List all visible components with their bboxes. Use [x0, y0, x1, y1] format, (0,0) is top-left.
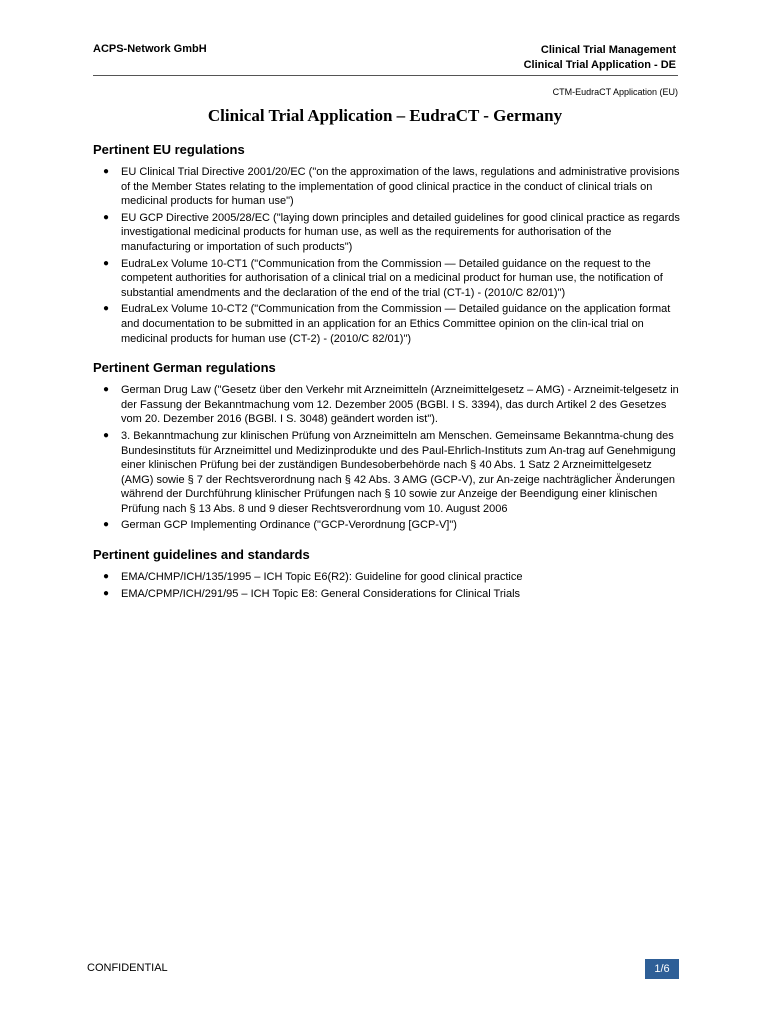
bullet-icon: ● — [103, 429, 110, 441]
confidential-label: CONFIDENTIAL — [87, 962, 168, 974]
document-reference: CTM-EudraCT Application (EU) — [552, 87, 678, 97]
list-item — [93, 383, 683, 427]
page-footer — [87, 959, 679, 979]
list-item — [93, 211, 683, 255]
section-heading: Pertinent German regulations — [93, 360, 276, 376]
bullet-icon: ● — [103, 166, 110, 177]
list-item-text: EMA/CHMP/ICH/135/1995 – ICH Topic E6(R2): Guideline for good clinical practice — [121, 571, 523, 584]
bullet-icon: ● — [103, 211, 110, 223]
list-item-text: EU GCP Directive 2005/28/EC ("laying down principles and detailed guidelines for good clinical practice as regards investigational medicinal products for human use, as well as the requirements for authorisation of the manufacturing or importation of such products") — [121, 211, 680, 253]
bullet-list — [93, 570, 683, 601]
bullet-list — [93, 165, 683, 346]
section-german-regulations — [93, 360, 683, 533]
list-item — [93, 570, 683, 585]
bullet-icon: ● — [103, 571, 110, 583]
bullet-icon: ● — [103, 303, 110, 315]
company-name: ACPS-Network GmbH — [93, 43, 207, 55]
section-eu-regulations — [93, 142, 683, 346]
header-right-line-2: Clinical Trial Application - DE — [523, 59, 676, 71]
list-item — [93, 165, 683, 209]
page-number: 1/6 — [645, 959, 679, 979]
list-item — [93, 518, 683, 533]
bullet-icon: ● — [103, 587, 110, 599]
section-heading: Pertinent EU regulations — [93, 142, 245, 157]
bullet-icon: ● — [103, 384, 110, 396]
list-item-text: EudraLex Volume 10-CT1 ("Communication from the Commission — Detailed guidance on the request to the competent authorities for authorisation of a clinical trial on a medicinal product for human use, the notification of substantial amendments and the declaration of the end of the trial (CT-1) - (2010/C 82/01)") — [121, 257, 663, 299]
header-document-info — [524, 43, 676, 73]
document-body — [93, 142, 683, 615]
list-item — [93, 302, 683, 346]
list-item-text: 3. Bekanntmachung zur klinischen Prüfung von Arzneimitteln am Menschen. Gemeinsame Bekanntma-chung des Bundesinstituts für Arzneimittel und Medizinprodukte und des Paul-Ehrlich-Instituts zum An-trag auf Genehmigung einer klinischen Prüfung bei der zuständigen Bundesoberbehörde nach § 40 Abs. 1 Satz 2 Arzneimittelgesetz (AMG) sowie § 7 der Rechtsverordnung nach § 42 Abs. 3 AMG (GCP-V), zur An-zeige nachträglicher Änderungen während der Durchführung klinischer Prüfungen nach § 10 sowie zur Anzeige der Beendigung einer klinischen Prüfung nach § 13 Abs. 8 und 9 dieser Rechtsverordnung vom 10. August 2006 — [121, 429, 676, 515]
list-item — [93, 257, 683, 301]
list-item-text: German Drug Law ("Gesetz über den Verkehr mit Arzneimitteln (Arzneimittelgesetz – AMG) - Arzneimit-telgesetz in der Fassung der Bekanntmachung vom 12. Dezember 2005 (BGBl. I S. 3394), das durch Artikel 2 des Gesetzes vom 20. Dezember 2016 (BGBl. I S. 3048) geändert worden ist"). — [121, 384, 679, 426]
bullet-list — [93, 383, 683, 533]
section-heading: Pertinent guidelines and standards — [93, 547, 310, 563]
document-title: Clinical Trial Application – EudraCT - Germany — [207, 106, 563, 125]
list-item — [93, 587, 683, 602]
section-guidelines-standards — [93, 547, 683, 601]
list-item-text: EudraLex Volume 10-CT2 ("Communication from the Commission — Detailed guidance on the application format and documentation to be submitted in an application for an Ethics Committee opinion on the clin-ical trial on medicinal products for human use (CT-2) - (2010/C 82/01)") — [121, 303, 671, 345]
header-right-line-1: Clinical Trial Management — [540, 44, 676, 56]
list-item — [93, 429, 683, 517]
page-header — [93, 43, 678, 76]
list-item-text: EU Clinical Trial Directive 2001/20/EC ("on the approximation of the laws, regulations and administrative provisions of the Member States relating to the implementation of good clinical practice in the conduct of clinical trials on medicinal products for human use") — [121, 166, 680, 208]
list-item-text: EMA/CPMP/ICH/291/95 – ICH Topic E8: General Considerations for Clinical Trials — [121, 587, 521, 600]
list-item-text: German GCP Implementing Ordinance ("GCP-Verordnung [GCP-V]") — [121, 519, 457, 532]
bullet-icon: ● — [103, 519, 110, 531]
bullet-icon: ● — [103, 257, 110, 269]
